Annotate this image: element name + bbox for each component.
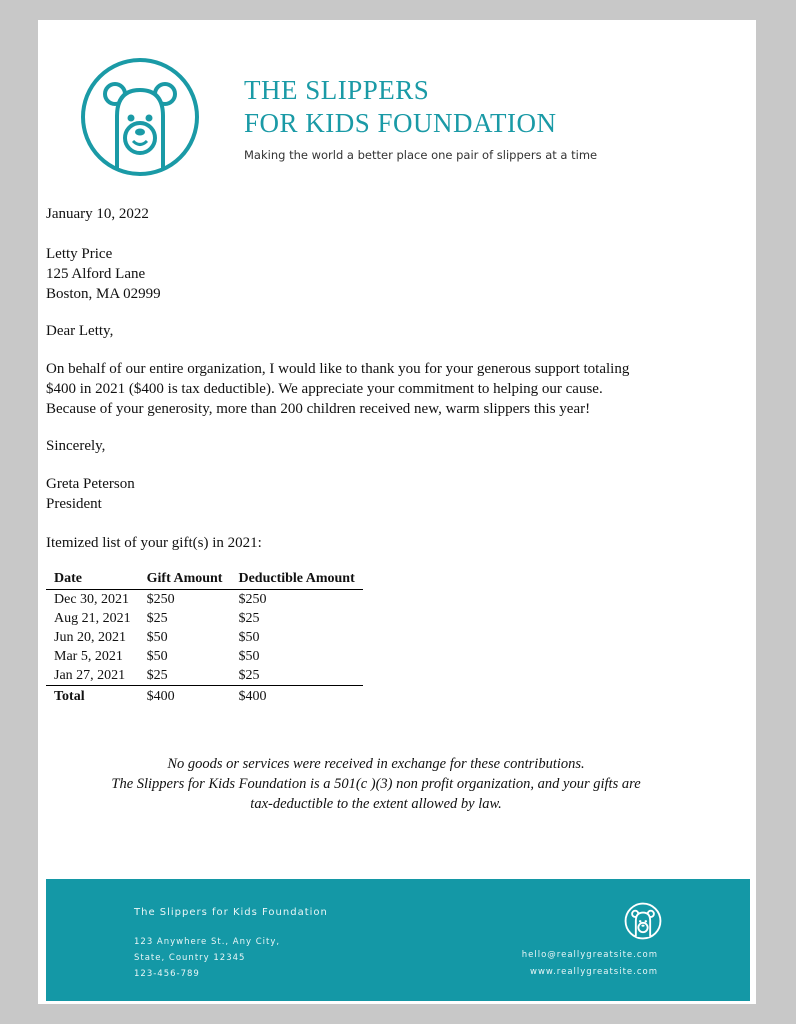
recipient-city: Boston, MA 02999	[46, 286, 161, 302]
footer-org-name: The Slippers for Kids Foundation	[134, 907, 328, 918]
letter-date: January 10, 2022	[46, 206, 149, 222]
gift-amount: $50	[146, 648, 168, 664]
tagline: Making the world a better place one pair of slippers at a time	[244, 148, 598, 162]
total-gift-amount: $400	[146, 689, 175, 704]
gift-date: Mar 5, 2021	[54, 648, 123, 664]
column-header-gift-amount: Gift Amount	[139, 568, 231, 590]
footer	[46, 879, 750, 1001]
bear-logo-icon	[79, 56, 201, 178]
org-title-line2: FOR KIDS FOUNDATION	[244, 108, 557, 138]
recipient-address	[46, 244, 161, 304]
gift-date: Jan 27, 2021	[46, 666, 139, 686]
signer-title: President	[46, 496, 102, 512]
notice-line: tax-deductible to the extent allowed by law.	[250, 796, 502, 812]
total-deductible-amount: $400	[238, 689, 267, 704]
footer-address-line: State, Country 12345	[134, 953, 246, 963]
recipient-name: Letty Price	[46, 246, 113, 262]
gift-list-intro: Itemized list of your gift(s) in 2021:	[46, 535, 262, 551]
footer-phone: 123-456-789	[134, 969, 200, 979]
gift-amount: $25	[146, 610, 168, 626]
deductible-amount: $25	[230, 666, 362, 686]
footer-website-link[interactable]: www.reallygreatsite.com	[530, 967, 658, 977]
deductible-amount: $25	[238, 610, 260, 626]
deductible-amount: $50	[238, 629, 260, 645]
footer-address-line: 123 Anywhere St., Any City,	[134, 937, 281, 947]
letter-body	[46, 359, 629, 419]
body-line: $400 in 2021 ($400 is tax deductible). We appreciate your commitment to helping our cause.	[46, 381, 603, 397]
closing: Sincerely,	[46, 438, 106, 454]
deductible-amount: $50	[238, 648, 260, 664]
total-label: Total	[54, 689, 85, 704]
table-row	[46, 609, 363, 628]
table-row	[46, 590, 363, 610]
table-header-row	[46, 568, 363, 590]
gift-date: Dec 30, 2021	[54, 591, 130, 607]
bear-footer-icon	[624, 902, 662, 940]
gift-date: Aug 21, 2021	[54, 610, 131, 626]
column-header-date: Date	[46, 568, 139, 590]
gift-amount: $50	[146, 629, 168, 645]
body-line: Because of your generosity, more than 200 children received new, warm slippers this year!	[46, 401, 591, 417]
footer-email-link[interactable]: hello@reallygreatsite.com	[521, 950, 658, 960]
gift-table	[46, 568, 363, 708]
signature-block	[46, 474, 135, 514]
table-total-row	[46, 686, 363, 709]
table-row	[46, 647, 363, 666]
table-row	[46, 666, 363, 686]
deductible-amount: $250	[238, 591, 267, 607]
footer-address	[134, 934, 280, 982]
gift-amount: $250	[146, 591, 175, 607]
organization-title	[244, 74, 557, 140]
recipient-street: 125 Alford Lane	[46, 266, 146, 282]
column-header-deductible-amount: Deductible Amount	[230, 568, 362, 590]
signer-name: Greta Peterson	[46, 476, 135, 492]
salutation: Dear Letty,	[46, 323, 114, 339]
gift-date: Jun 20, 2021	[54, 629, 126, 645]
footer-contact	[522, 947, 658, 981]
tax-notice	[46, 754, 706, 814]
org-title-line1: THE SLIPPERS	[244, 75, 430, 105]
table-row	[46, 628, 363, 647]
notice-line: No goods or services were received in exchange for these contributions.	[167, 756, 585, 772]
body-line: On behalf of our entire organization, I would like to thank you for your generous support totaling	[46, 361, 630, 377]
notice-line: The Slippers for Kids Foundation is a 501(c )(3) non profit organization, and your gifts are	[111, 776, 641, 792]
gift-amount: $25	[139, 666, 231, 686]
